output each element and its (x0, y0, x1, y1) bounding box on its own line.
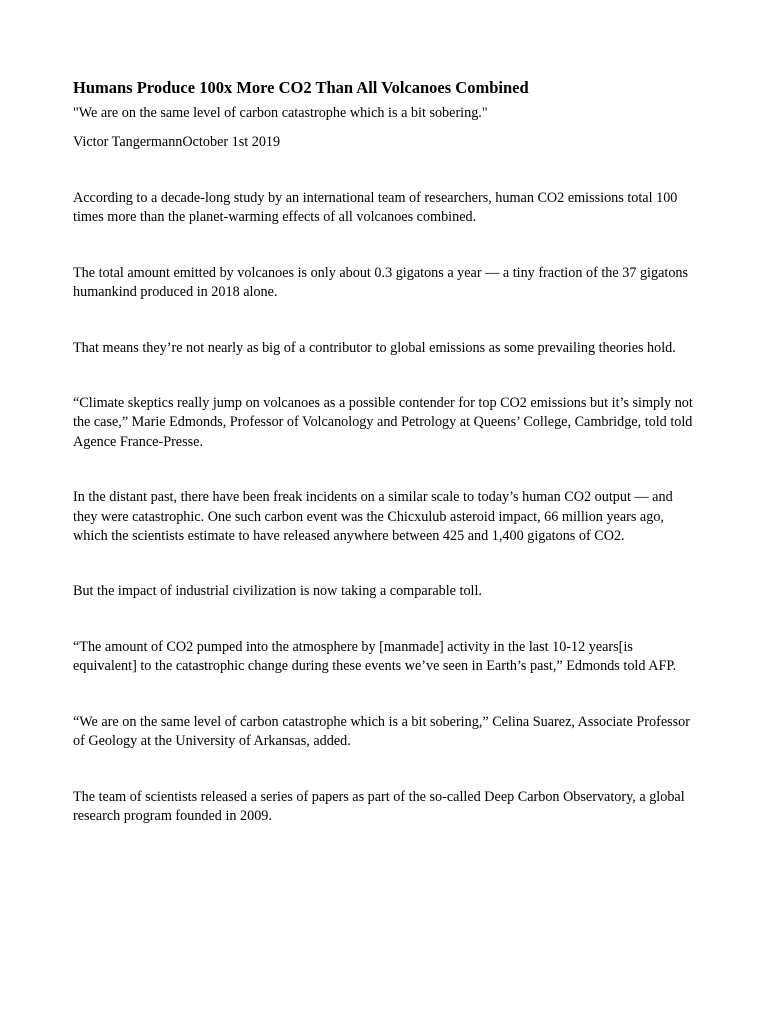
body-paragraph: In the distant past, there have been freak incidents on a similar scale to today’s human CO2 output — and they were catastrophic. One such carbon event was the Chicxulub asteroid impact, 66 million years ago, which the scientists estimate to have released anywhere between 425 and 1,400 gigatons of CO2. (73, 489, 673, 545)
body-paragraph: “The amount of CO2 pumped into the atmosphere by [manmade] activity in the last 10-12 years[is equivalent] to the catastrophic change during these events we’ve seen in Earth’s past,” Edmonds told AFP. (73, 638, 677, 675)
publish-date: October 1st 2019 (182, 134, 281, 150)
body-paragraph: “Climate skeptics really jump on volcanoes as a possible contender for top CO2 emissions but it’s simply not the case,” Marie Edmonds, Professor of Volcanology and Petrology at Queens’ College, Cambridge, told told Agence France-Presse. (73, 395, 693, 450)
body-paragraph: The total amount emitted by volcanoes is only about 0.3 gigatons a year — a tiny fraction of the 37 gigatons humankind produced in 2018 alone. (73, 264, 689, 301)
byline (73, 133, 693, 152)
article-subtitle: "We are on the same level of carbon catastrophe which is a bit sobering." (73, 105, 488, 121)
article-title: Humans Produce 100x More CO2 Than All Volcanoes Combined (73, 78, 529, 97)
article (73, 78, 693, 826)
body-paragraph: According to a decade-long study by an international team of researchers, human CO2 emissions total 100 times more than the planet-warming effects of all volcanoes combined. (73, 190, 678, 226)
body-paragraph: But the impact of industrial civilization is now taking a comparable toll. (73, 583, 482, 600)
author-name: Victor Tangermann (73, 134, 183, 150)
body-paragraph: “We are on the same level of carbon catastrophe which is a bit sobering,” Celina Suarez, Associate Professor of Geology at the University of Arkansas, added. (73, 713, 690, 750)
body-paragraph: That means they’re not nearly as big of a contributor to global emissions as some prevailing theories hold. (73, 339, 676, 356)
body-paragraph: The team of scientists released a series of papers as part of the so-called Deep Carbon Observatory, a global research program founded in 2009. (73, 788, 685, 824)
